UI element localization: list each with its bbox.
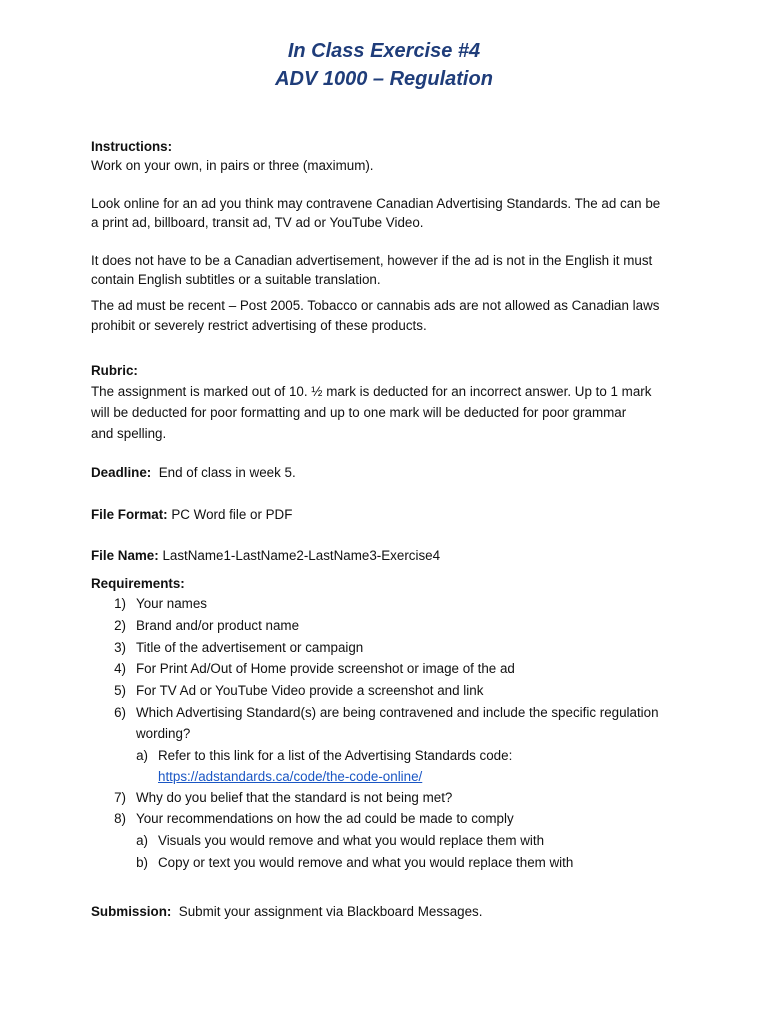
deadline-value: End of class in week 5. xyxy=(151,465,296,480)
para3-line2: prohibit or severely restrict advertising of these products. xyxy=(91,318,427,333)
list-number: 7) xyxy=(114,790,126,805)
rubric-line1: The assignment is marked out of 10. ½ mark is deducted for an incorrect answer. Up to 1 mark xyxy=(91,384,652,399)
title-line-2: ADV 1000 – Regulation xyxy=(275,68,493,90)
rubric-line2: will be deducted for poor formatting and up to one mark will be deducted for poor grammar xyxy=(91,405,627,420)
title-line-1: In Class Exercise #4 xyxy=(287,40,481,62)
list-number: 6) xyxy=(114,705,126,720)
submission-value: Submit your assignment via Blackboard Messages. xyxy=(171,904,483,919)
para2-line2: contain English subtitles or a suitable translation. xyxy=(91,272,381,287)
list-text: For Print Ad/Out of Home provide screenshot or image of the ad xyxy=(136,661,515,676)
file-name-label: File Name: xyxy=(91,548,159,563)
list-text-continued: wording? xyxy=(136,726,191,741)
deadline-line xyxy=(91,462,691,484)
list-number: 4) xyxy=(114,661,126,676)
advertising-code-link[interactable]: https://adstandards.ca/code/the-code-online/ xyxy=(158,769,423,784)
requirements-heading: Requirements: xyxy=(91,576,185,591)
sub-list-letter: a) xyxy=(136,748,148,763)
deadline-label: Deadline: xyxy=(91,465,152,480)
list-number: 1) xyxy=(114,596,126,611)
sub-list-text: Copy or text you would remove and what you would replace them with xyxy=(158,855,574,870)
para2-line1: It does not have to be a Canadian advertisement, however if the ad is not in the English it must xyxy=(91,253,653,268)
instructions-text: Work on your own, in pairs or three (maximum). xyxy=(91,158,374,173)
file-name-value: LastName1-LastName2-LastName3-Exercise4 xyxy=(158,548,441,563)
list-number: 2) xyxy=(114,618,126,633)
instructions-heading: Instructions: xyxy=(91,139,173,154)
code-link-wrap xyxy=(158,766,422,788)
file-name-line xyxy=(91,545,691,567)
submission-line xyxy=(91,901,691,923)
rubric-heading: Rubric: xyxy=(91,363,138,378)
list-text: Brand and/or product name xyxy=(136,618,300,633)
list-text: Your names xyxy=(136,596,207,611)
list-text: Why do you belief that the standard is not being met? xyxy=(136,790,453,805)
para1-line1: Look online for an ad you think may contravene Canadian Advertising Standards. The ad can be xyxy=(91,196,661,211)
list-text: Which Advertising Standard(s) are being contravened and include the specific regulation xyxy=(136,705,659,720)
file-format-label: File Format: xyxy=(91,507,168,522)
sub-list-text: Visuals you would remove and what you would replace them with xyxy=(158,833,545,848)
list-text: Title of the advertisement or campaign xyxy=(136,640,364,655)
para1-line2: a print ad, billboard, transit ad, TV ad or YouTube Video. xyxy=(91,215,424,230)
rubric-line3: and spelling. xyxy=(91,426,167,441)
sub-list-letter: a) xyxy=(136,833,148,848)
sub-list-letter: b) xyxy=(136,855,148,870)
list-text: For TV Ad or YouTube Video provide a screenshot and link xyxy=(136,683,484,698)
list-number: 5) xyxy=(114,683,126,698)
submission-label: Submission: xyxy=(91,904,172,919)
para3-line1: The ad must be recent – Post 2005. Tobacco or cannabis ads are not allowed as Canadian laws xyxy=(91,298,660,313)
sub-list-text: Refer to this link for a list of the Advertising Standards code: xyxy=(158,748,513,763)
list-number: 3) xyxy=(114,640,126,655)
list-number: 8) xyxy=(114,811,126,826)
file-format-line xyxy=(91,504,691,526)
file-format-value: PC Word file or PDF xyxy=(167,507,293,522)
list-text: Your recommendations on how the ad could be made to comply xyxy=(136,811,514,826)
